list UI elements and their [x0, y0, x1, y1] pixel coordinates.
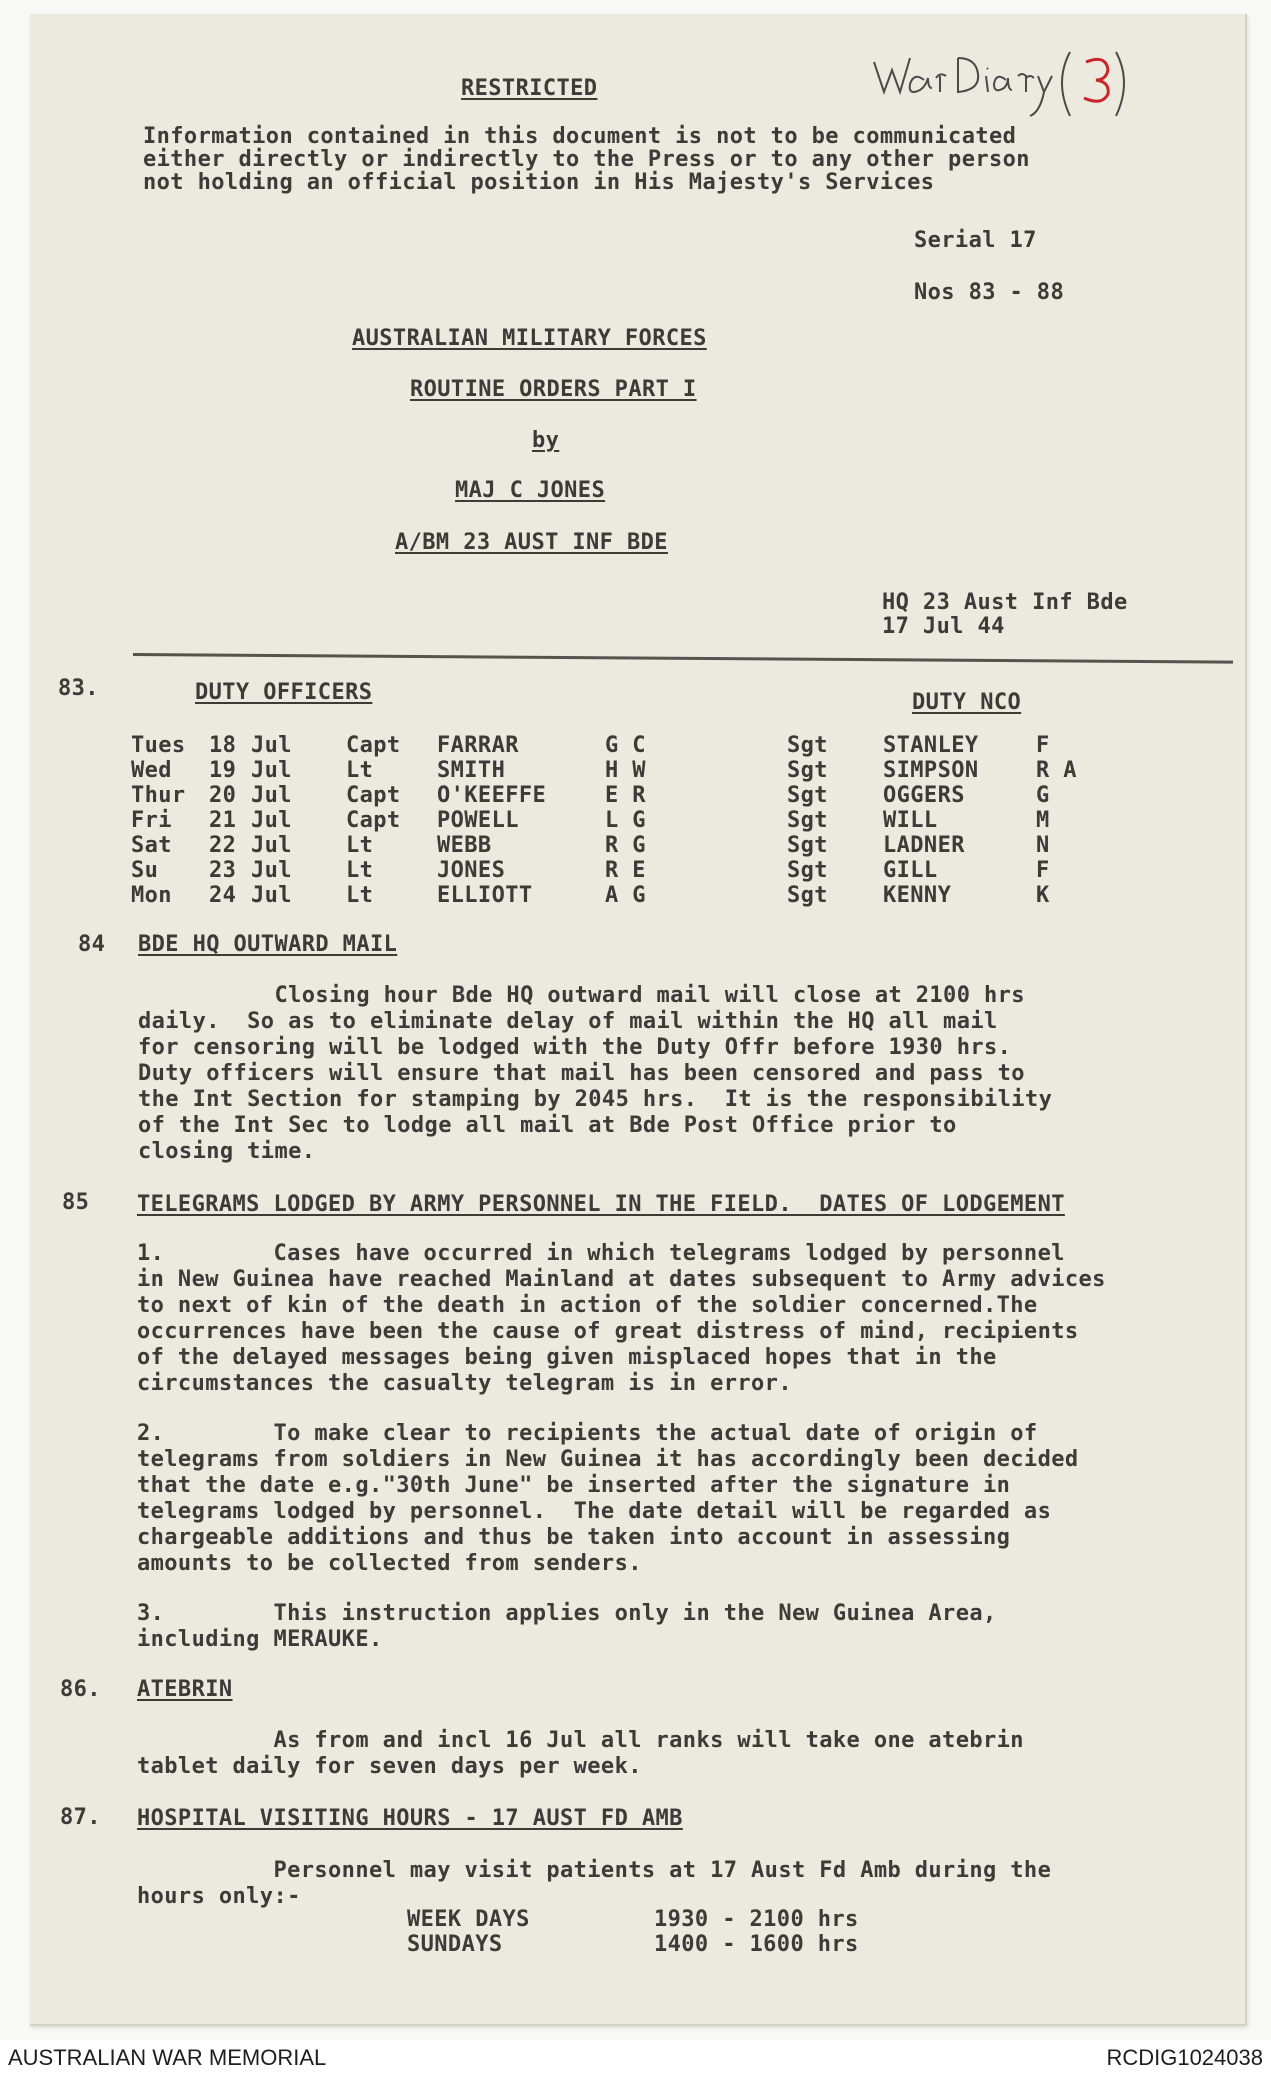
roster-month: Jul: [251, 883, 292, 908]
roster-nco-rank: Sgt: [787, 758, 828, 783]
paragraph-line: the Int Section for stamping by 2045 hrs. It is the responsibility: [138, 1087, 1053, 1112]
paragraph-line: for censoring will be lodged with the Duty Offr before 1930 hrs.: [138, 1035, 1012, 1060]
roster-nco-rank: Sgt: [787, 808, 828, 833]
notice-line: not holding an official position in His Majesty's Services: [143, 170, 935, 195]
roster-date: 22: [209, 833, 237, 858]
paragraph-line: closing time.: [138, 1139, 316, 1164]
roster-day: Su: [131, 858, 159, 883]
title-line-5: A/BM 23 AUST INF BDE: [395, 530, 668, 555]
roster-day: Thur: [131, 783, 186, 808]
duty-roster-row: [131, 808, 1071, 833]
telegrams-paragraph-3: [137, 1601, 997, 1653]
paragraph-line: occurrences have been the cause of great distress of mind, recipients: [137, 1319, 1079, 1344]
roster-name: FARRAR: [437, 733, 519, 758]
roster-nco-initials: G: [1036, 783, 1050, 808]
paragraph-line: daily. So as to eliminate delay of mail within the HQ all mail: [138, 1009, 998, 1034]
handwritten-annotation: [866, 40, 1146, 130]
roster-date: 23: [209, 858, 237, 883]
roster-initials: E R: [605, 783, 646, 808]
roster-day: Mon: [131, 883, 172, 908]
title-line-3: by: [532, 428, 560, 453]
roster-day: Sat: [131, 833, 172, 858]
roster-initials: A G: [605, 883, 646, 908]
duty-roster-row: [131, 758, 1077, 783]
section-number-86: 86.: [60, 1677, 101, 1702]
roster-nco-initials: K: [1036, 883, 1050, 908]
duty-roster-row: [131, 783, 1071, 808]
roster-initials: R E: [605, 858, 646, 883]
paragraph-line: of the delayed messages being given misplaced hopes that in the: [137, 1345, 997, 1370]
section-number-85: 85: [62, 1190, 90, 1215]
roster-nco-rank: Sgt: [787, 833, 828, 858]
roster-nco-rank: Sgt: [787, 783, 828, 808]
roster-name: SMITH: [437, 758, 506, 783]
paragraph-line: 2. To make clear to recipients the actual date of origin of: [137, 1421, 1038, 1446]
paragraph-line: tablet daily for seven days per week.: [137, 1754, 642, 1779]
duty-roster-row: [131, 733, 1071, 758]
paragraph-line: to next of kin of the death in action of the soldier concerned.The: [137, 1293, 1038, 1318]
roster-rank: Capt: [346, 733, 401, 758]
outward-mail-paragraph: [138, 983, 1052, 1165]
notice-line: either directly or indirectly to the Press or to any other person: [143, 147, 1030, 172]
roster-rank: Lt: [346, 858, 374, 883]
roster-month: Jul: [251, 858, 292, 883]
origin-date: 17 Jul 44: [882, 614, 1005, 639]
paragraph-line: Duty officers will ensure that mail has been censored and pass to: [138, 1061, 1025, 1086]
duty-nco-heading: DUTY NCO: [912, 690, 1022, 715]
roster-name: JONES: [437, 858, 506, 883]
roster-date: 24: [209, 883, 237, 908]
order-numbers: Nos 83 - 88: [914, 280, 1065, 305]
roster-name: O'KEEFFE: [437, 783, 547, 808]
roster-date: 18: [209, 733, 237, 758]
paragraph-line: in New Guinea have reached Mainland at dates subsequent to Army advices: [137, 1267, 1106, 1292]
archive-reference: RCDIG1024038: [1106, 2045, 1263, 2070]
roster-month: Jul: [251, 808, 292, 833]
visiting-hours-label: WEEK DAYS: [407, 1907, 530, 1932]
roster-nco-initials: R A: [1036, 758, 1077, 783]
roster-nco-initials: M: [1036, 808, 1050, 833]
telegrams-paragraph-1: [137, 1241, 1106, 1397]
duty-roster-row: [131, 858, 1071, 883]
roster-day: Fri: [131, 808, 172, 833]
roster-nco-initials: F: [1036, 858, 1050, 883]
atebrin-heading: ATEBRIN: [137, 1677, 233, 1702]
roster-rank: Lt: [346, 883, 374, 908]
paragraph-line: 1. Cases have occurred in which telegrams lodged by personnel: [137, 1241, 1065, 1266]
outward-mail-heading: BDE HQ OUTWARD MAIL: [138, 932, 398, 957]
telegrams-heading: TELEGRAMS LODGED BY ARMY PERSONNEL IN THE FIELD. DATES OF LODGEMENT: [137, 1192, 1065, 1217]
paragraph-line: Personnel may visit patients at 17 Aust Fd Amb during the: [137, 1858, 1052, 1883]
section-number-87: 87.: [60, 1805, 101, 1830]
distribution-notice: [143, 125, 1030, 194]
roster-rank: Lt: [346, 833, 374, 858]
roster-month: Jul: [251, 758, 292, 783]
paragraph-line: including MERAUKE.: [137, 1627, 383, 1652]
paragraph-line: telegrams from soldiers in New Guinea it has accordingly been decided: [137, 1447, 1079, 1472]
title-line-1: AUSTRALIAN MILITARY FORCES: [352, 326, 707, 351]
roster-date: 19: [209, 758, 237, 783]
roster-date: 20: [209, 783, 237, 808]
roster-rank: Lt: [346, 758, 374, 783]
roster-initials: G C: [605, 733, 646, 758]
paragraph-line: hours only:-: [137, 1884, 301, 1909]
hospital-visiting-paragraph: [137, 1858, 1051, 1910]
atebrin-paragraph: [137, 1728, 1024, 1780]
paragraph-line: 3. This instruction applies only in the New Guinea Area,: [137, 1601, 997, 1626]
roster-day: Tues: [131, 733, 186, 758]
roster-initials: R G: [605, 833, 646, 858]
roster-date: 21: [209, 808, 237, 833]
roster-name: WEBB: [437, 833, 492, 858]
roster-rank: Capt: [346, 783, 401, 808]
roster-nco-name: WILL: [883, 808, 938, 833]
roster-nco-name: LADNER: [883, 833, 965, 858]
roster-nco-name: STANLEY: [883, 733, 979, 758]
paragraph-line: Closing hour Bde HQ outward mail will close at 2100 hrs: [138, 983, 1025, 1008]
roster-month: Jul: [251, 833, 292, 858]
roster-nco-initials: N: [1036, 833, 1050, 858]
roster-nco-rank: Sgt: [787, 858, 828, 883]
roster-nco-name: SIMPSON: [883, 758, 979, 783]
restricted-heading: RESTRICTED: [461, 76, 598, 101]
visiting-hours-time: 1400 - 1600 hrs: [654, 1932, 859, 1957]
serial-number: Serial 17: [914, 228, 1037, 253]
roster-nco-name: GILL: [883, 858, 938, 883]
roster-name: ELLIOTT: [437, 883, 533, 908]
roster-nco-rank: Sgt: [787, 883, 828, 908]
visiting-hours-label: SUNDAYS: [407, 1932, 503, 1957]
roster-initials: H W: [605, 758, 646, 783]
telegrams-paragraph-2: [137, 1421, 1079, 1577]
duty-roster-row: [131, 883, 1071, 908]
duty-roster-row: [131, 833, 1071, 858]
notice-line: Information contained in this document is not to be communicated: [143, 124, 1017, 149]
archive-credit: AUSTRALIAN WAR MEMORIAL: [8, 2045, 327, 2070]
duty-officers-heading: DUTY OFFICERS: [195, 680, 373, 705]
title-line-4: MAJ C JONES: [455, 478, 606, 503]
paragraph-line: As from and incl 16 Jul all ranks will take one atebrin: [137, 1728, 1024, 1753]
paragraph-line: chargeable additions and thus be taken into account in assessing: [137, 1525, 1011, 1550]
section-number-84: 84: [78, 932, 106, 957]
paragraph-line: telegrams lodged by personnel. The date detail will be regarded as: [137, 1499, 1052, 1524]
roster-name: POWELL: [437, 808, 519, 833]
paragraph-line: circumstances the casualty telegram is in error.: [137, 1371, 792, 1396]
roster-nco-name: OGGERS: [883, 783, 965, 808]
paragraph-line: amounts to be collected from senders.: [137, 1551, 642, 1576]
paragraph-line: of the Int Sec to lodge all mail at Bde Post Office prior to: [138, 1113, 957, 1138]
roster-nco-rank: Sgt: [787, 733, 828, 758]
hospital-visiting-heading: HOSPITAL VISITING HOURS - 17 AUST FD AMB: [137, 1806, 683, 1831]
title-line-2: ROUTINE ORDERS PART I: [410, 377, 697, 402]
roster-month: Jul: [251, 733, 292, 758]
roster-initials: L G: [605, 808, 646, 833]
roster-nco-name: KENNY: [883, 883, 952, 908]
roster-day: Wed: [131, 758, 172, 783]
paragraph-line: that the date e.g."30th June" be inserted after the signature in: [137, 1473, 1011, 1498]
visiting-hours-time: 1930 - 2100 hrs: [654, 1907, 859, 1932]
section-number-83: 83.: [58, 676, 99, 701]
origin-unit: HQ 23 Aust Inf Bde: [882, 590, 1128, 615]
roster-nco-initials: F: [1036, 733, 1050, 758]
roster-month: Jul: [251, 783, 292, 808]
roster-rank: Capt: [346, 808, 401, 833]
